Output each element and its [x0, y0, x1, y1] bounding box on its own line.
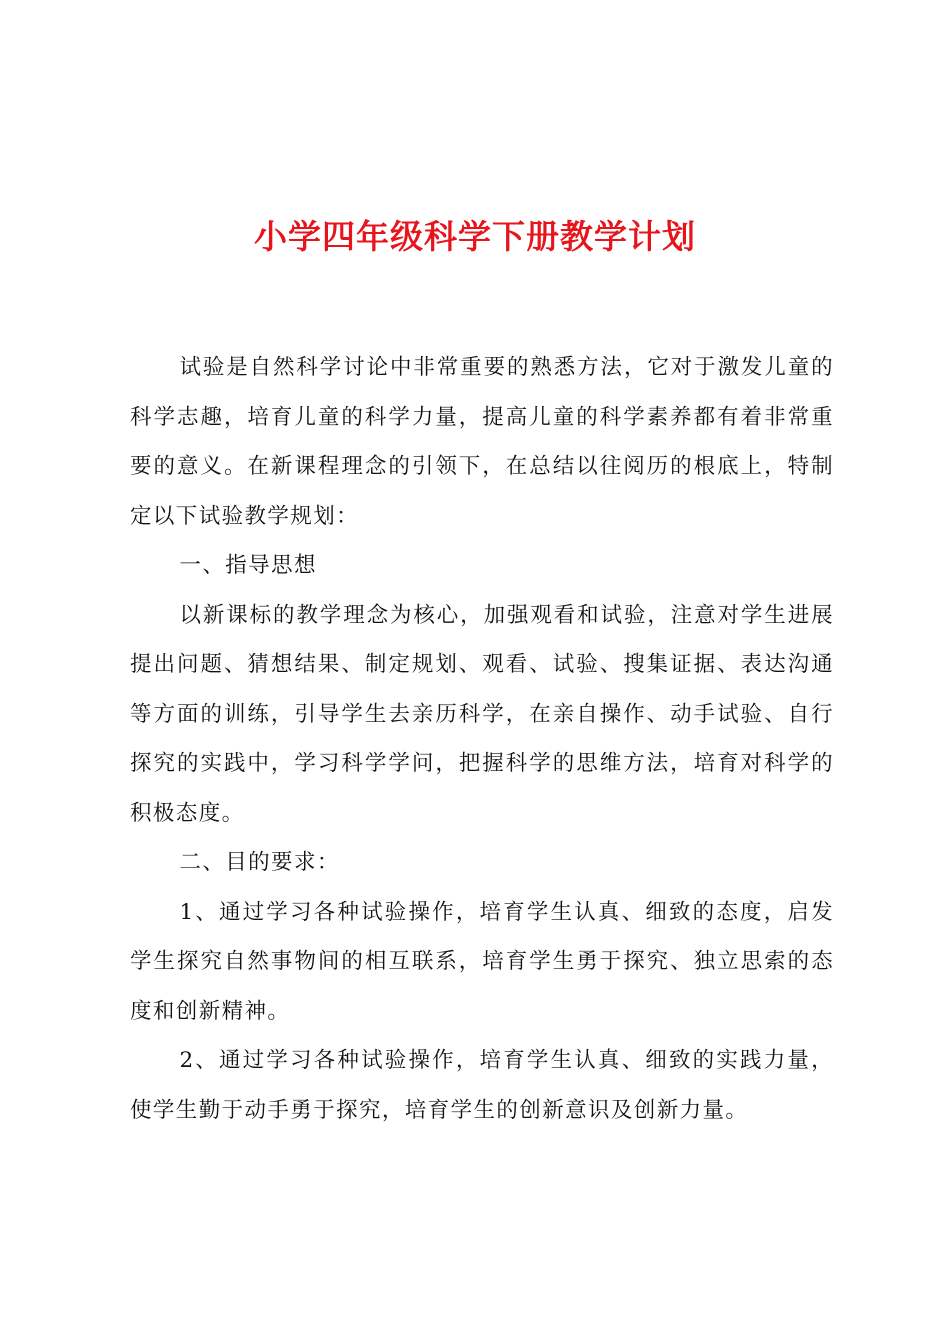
paragraph-objective-2: 2、通过学习各种试验操作，培育学生认真、细致的实践力量，使学生勤于动手勇于探究，培育学生的创新意识及创新力量。 [130, 1048, 834, 1123]
paragraph-guiding-thought: 以新课标的教学理念为核心，加强观看和试验，注意对学生进展提出问题、猜想结果、制定规划、观看、试验、搜集证据、表达沟通等方面的训练，引导学生去亲历科学，在亲自操作、动手试验、自行探究的实践中，学习科学学问，把握科学的思维方法，培育对科学的积极态度。 [130, 602, 834, 826]
section-heading-guiding-thought: 一、指导思想 [179, 553, 317, 578]
paragraph-objective-1: 1、通过学习各种试验操作，培育学生认真、细致的态度，启发学生探究自然事物间的相互联系，培育学生勇于探究、独立思索的态度和创新精神。 [130, 899, 834, 1024]
section-heading-objectives: 二、目的要求： [179, 850, 340, 875]
paragraph-intro: 试验是自然科学讨论中非常重要的熟悉方法，它对于激发儿童的科学志趣，培育儿童的科学力量，提高儿童的科学素养都有着非常重要的意义。在新课程理念的引领下，在总结以往阅历的根底上，特制定以下试验教学规划： [130, 355, 834, 529]
document-title: 小学四年级科学下册教学计划 [254, 217, 696, 256]
document-body [130, 343, 834, 1135]
